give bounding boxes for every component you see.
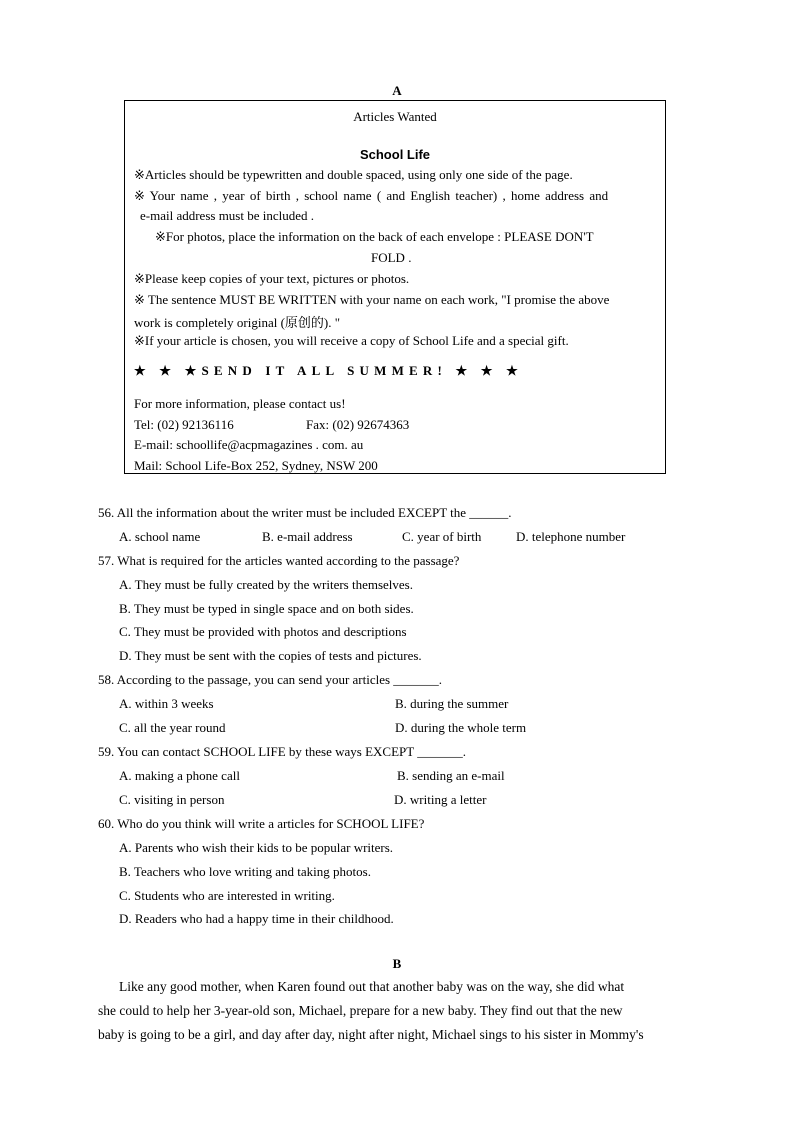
question-option: B. during the summer — [395, 696, 509, 711]
question-option: A. within 3 weeks — [119, 696, 214, 711]
passage-line: Like any good mother, when Karen found out that another baby was on the way, she did what — [119, 979, 625, 994]
question-stem: 59. You can contact SCHOOL LIFE by these ways EXCEPT _______. — [98, 744, 466, 759]
ad-fax: Fax: (02) 92674363 — [306, 417, 410, 432]
question-option: D. Readers who had a happy time in their childhood. — [119, 911, 394, 926]
question-option: C. Students who are interested in writing. — [119, 888, 335, 903]
question-option: A. Parents who wish their kids to be popular writers. — [119, 840, 394, 855]
ad-rule: work is completely original (原创的). " — [134, 315, 341, 330]
ad-banner: ★ ★ ★SEND IT ALL SUMMER! ★ ★ ★ — [134, 363, 523, 378]
question-option: A. making a phone call — [119, 768, 240, 783]
question-option: D. writing a letter — [394, 792, 487, 807]
question-option: C. year of birth — [402, 529, 482, 544]
question-stem: 58. According to the passage, you can send your articles _______. — [98, 672, 443, 687]
question-option: D. during the whole term — [395, 720, 527, 735]
articles-wanted-ad — [124, 100, 666, 474]
ad-email: E-mail: schoollife@acpmagazines . com. au — [134, 437, 364, 452]
ad-rule: ※ The sentence MUST BE WRITTEN with your name on each work, "I promise the above — [134, 292, 610, 307]
passage-line: she could to help her 3-year-old son, Michael, prepare for a new baby. They find out that the new — [98, 1003, 623, 1018]
question-option: D. They must be sent with the copies of tests and pictures. — [119, 648, 422, 663]
question-option: B. They must be typed in single space and on both sides. — [119, 601, 414, 616]
ad-title: Articles Wanted — [353, 109, 437, 124]
ad-contact-intro: For more information, please contact us! — [134, 396, 346, 411]
ad-subtitle: School Life — [359, 147, 431, 162]
ad-rule: ※If your article is chosen, you will receive a copy of School Life and a special gift. — [134, 333, 569, 348]
question-stem: 56. All the information about the writer must be included EXCEPT the ______. — [98, 505, 512, 520]
question-option: D. telephone number — [516, 529, 626, 544]
question-option: C. They must be provided with photos and descriptions — [119, 624, 407, 639]
section-b-label: B — [392, 956, 402, 971]
ad-rule: e-mail address must be included . — [140, 208, 315, 223]
question-option: A. school name — [119, 529, 201, 544]
section-a-label: A — [392, 83, 402, 98]
question-option: C. all the year round — [119, 720, 226, 735]
ad-rule: ※Articles should be typewritten and double spaced, using only one side of the page. — [134, 167, 573, 182]
question-option: B. sending an e-mail — [397, 768, 505, 783]
question-option: B. e-mail address — [262, 529, 353, 544]
question-option: C. visiting in person — [119, 792, 225, 807]
passage-line: baby is going to be a girl, and day after day, night after night, Michael sings to his sister in Mommy's — [98, 1027, 644, 1042]
question-stem: 60. Who do you think will write a articles for SCHOOL LIFE? — [98, 816, 425, 831]
ad-rule: FOLD . — [371, 250, 412, 265]
ad-mail: Mail: School Life-Box 252, Sydney, NSW 200 — [134, 458, 378, 473]
ad-rule: ※Please keep copies of your text, pictures or photos. — [134, 271, 410, 286]
ad-tel: Tel: (02) 92136116 — [134, 417, 234, 432]
ad-rule: ※ Your name , year of birth , school name ( and English teacher) , home address and — [134, 188, 609, 203]
question-stem: 57. What is required for the articles wanted according to the passage? — [98, 553, 460, 568]
question-option: A. They must be fully created by the writers themselves. — [119, 577, 413, 592]
ad-rule: ※For photos, place the information on the back of each envelope : PLEASE DON'T — [155, 229, 594, 244]
question-option: B. Teachers who love writing and taking photos. — [119, 864, 371, 879]
